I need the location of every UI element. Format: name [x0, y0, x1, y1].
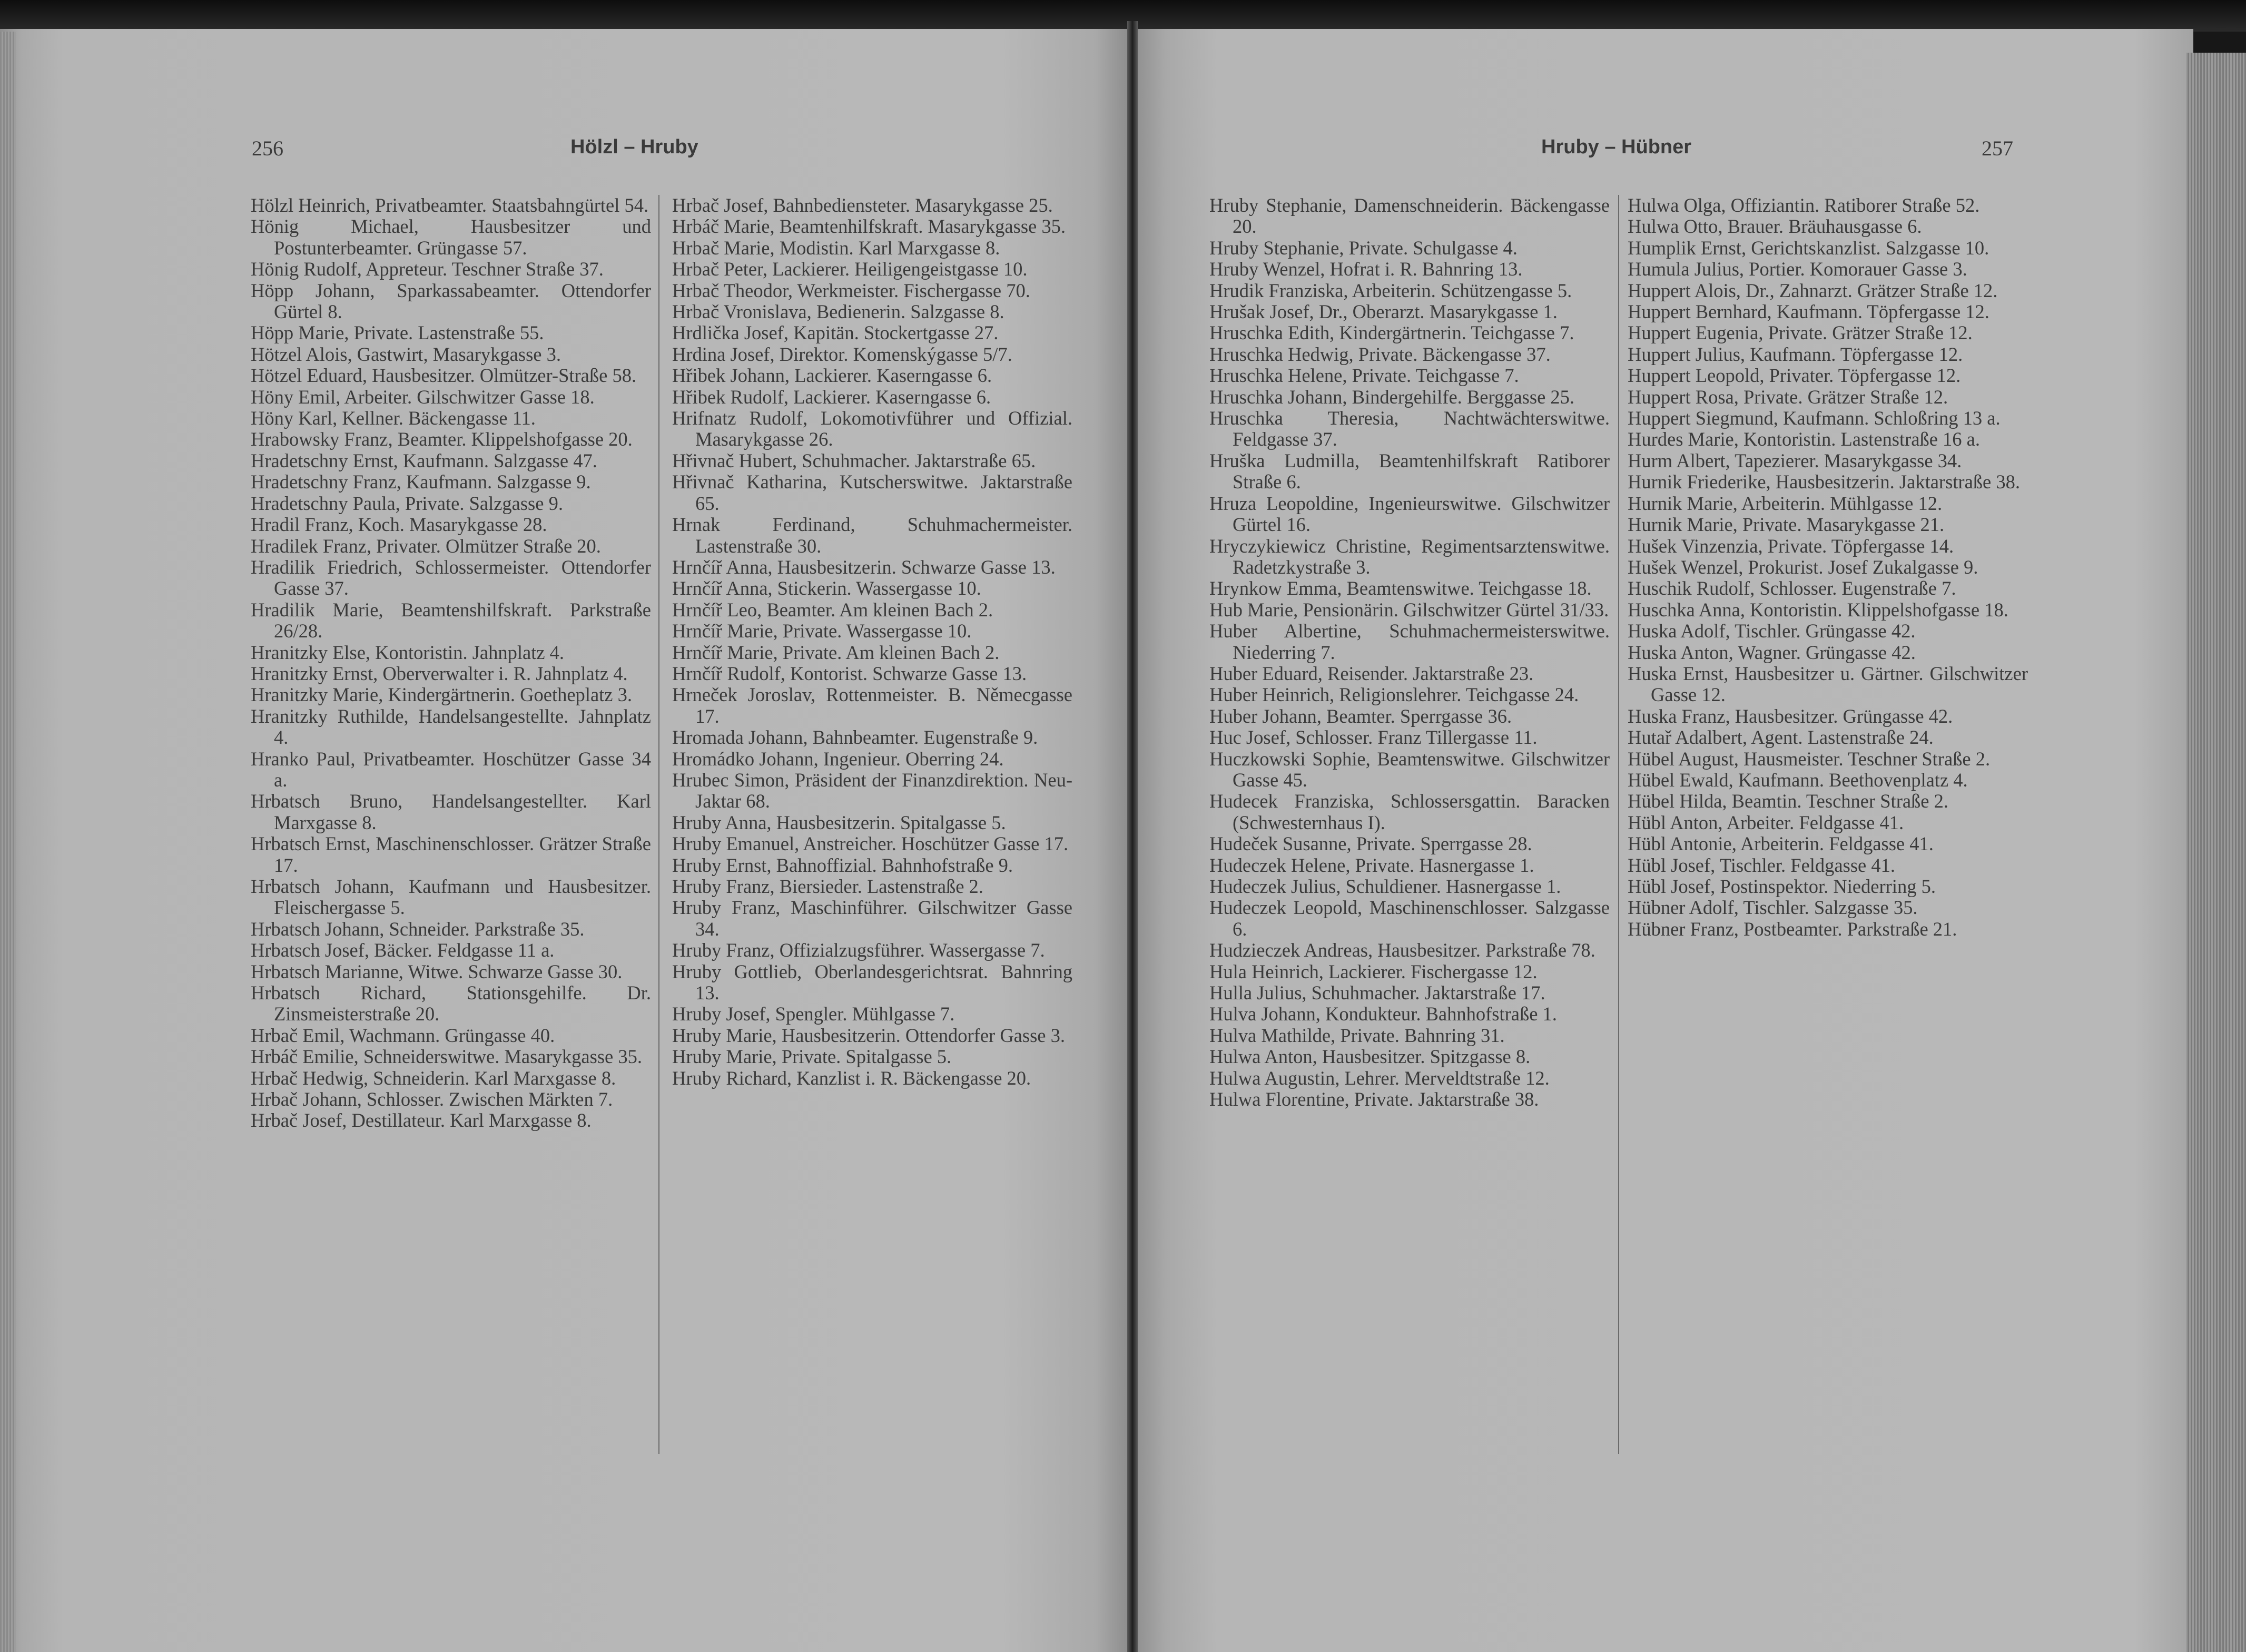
directory-entry: Hradetschny Paula, Private. Salzgasse 9.	[251, 492, 563, 514]
directory-entry: Huska Anton, Wagner. Grüngasse 42.	[1628, 641, 1916, 663]
directory-entry: Hruschka Edith, Kindergärtnerin. Teichgasse 7.	[1209, 322, 1574, 344]
directory-entry: Hönig Rudolf, Appreteur. Teschner Straße 37.	[251, 258, 604, 280]
directory-entry: Hruschka Helene, Private. Teichgasse 7.	[1209, 365, 1519, 387]
directory-entry: Huppert Alois, Dr., Zahnarzt. Grätzer Straße 12.	[1628, 279, 1998, 301]
book-top-edge	[0, 0, 2246, 32]
directory-entry: Hruby Ernst, Bahnoffizial. Bahnhofstraße 9.	[672, 854, 1013, 876]
directory-entry: Hötzel Alois, Gastwirt, Masarykgasse 3.	[251, 343, 561, 365]
directory-entry: Hřivnač Hubert, Schuhmacher. Jaktarstraße 65.	[672, 449, 1036, 471]
directory-entry: Huppert Bernhard, Kaufmann. Töpfergasse 12.	[1628, 301, 1989, 323]
directory-entry: Hruška Ludmilla, Beamtenhilfskraft Ratiborer Straße 6.	[1209, 449, 1610, 493]
directory-entry: Hruby Franz, Biersieder. Lastenstraße 2.	[672, 876, 983, 897]
directory-entry: Hrdlička Josef, Kapitän. Stockertgasse 27.	[672, 322, 999, 344]
directory-entry: Hudeček Susanne, Private. Sperrgasse 28.	[1209, 833, 1532, 855]
left-page-column-1	[251, 195, 651, 1132]
directory-entry: Hrbač Theodor, Werkmeister. Fischergasse 70.	[672, 279, 1030, 301]
directory-entry: Hrbač Josef, Destillateur. Karl Marxgasse 8.	[251, 1109, 592, 1132]
directory-entry: Hudeczek Helene, Private. Hasnergasse 1.	[1209, 854, 1534, 876]
directory-entry: Huppert Eugenia, Private. Grätzer Straße 12.	[1628, 322, 1973, 344]
directory-entry: Hrbatsch Richard, Stationsgehilfe. Dr. Zinsmeisterstraße 20.	[251, 982, 651, 1025]
directory-entry: Hübner Franz, Postbeamter. Parkstraße 21.	[1628, 918, 1957, 940]
directory-entry: Hurnik Marie, Arbeiterin. Mühlgasse 12.	[1628, 492, 1943, 514]
directory-entry: Hötzel Eduard, Hausbesitzer. Olmützer-Straße 58.	[251, 365, 637, 387]
directory-entry: Humula Julius, Portier. Komorauer Gasse 3.	[1628, 258, 1967, 280]
directory-entry: Huber Eduard, Reisender. Jaktarstraße 23.	[1209, 662, 1534, 684]
directory-entry: Hrbač Johann, Schlosser. Zwischen Märkten 7.	[251, 1088, 613, 1110]
directory-entry: Hrnčíř Marie, Private. Wassergasse 10.	[672, 620, 972, 642]
directory-entry: Hübner Adolf, Tischler. Salzgasse 35.	[1628, 897, 1918, 919]
directory-entry: Hrnčíř Leo, Beamter. Am kleinen Bach 2.	[672, 598, 993, 621]
directory-entry: Hruby Emanuel, Anstreicher. Hoschützer Gasse 17.	[672, 833, 1069, 855]
directory-entry: Hrbatsch Johann, Kaufmann und Hausbesitzer. Fleischergasse 5.	[251, 876, 651, 919]
directory-entry: Huppert Julius, Kaufmann. Töpfergasse 12.	[1628, 343, 1963, 365]
directory-entry: Hruby Wenzel, Hofrat i. R. Bahnring 13.	[1209, 258, 1523, 280]
directory-entry: Hrynkow Emma, Beamtenswitwe. Teichgasse 18.	[1209, 577, 1592, 599]
directory-entry: Hübl Josef, Postinspektor. Niederring 5.	[1628, 876, 1936, 897]
directory-entry: Hruby Josef, Spengler. Mühlgasse 7.	[672, 1003, 955, 1025]
directory-entry: Hrnčíř Rudolf, Kontorist. Schwarze Gasse 13.	[672, 662, 1027, 684]
directory-entry: Hradetschny Ernst, Kaufmann. Salzgasse 47.	[251, 449, 597, 471]
directory-entry: Hruby Stephanie, Private. Schulgasse 4.	[1209, 237, 1518, 259]
directory-entry: Hranitzky Marie, Kindergärtnerin. Goetheplatz 3.	[251, 684, 632, 706]
directory-entry: Hrnčíř Anna, Hausbesitzerin. Schwarze Gasse 13.	[672, 556, 1056, 578]
book-spine	[1127, 21, 1138, 1652]
directory-entry: Huschik Rudolf, Schlosser. Eugenstraße 7.	[1628, 577, 1956, 599]
directory-entry: Hruby Marie, Hausbesitzerin. Ottendorfer Gasse 3.	[672, 1024, 1065, 1046]
directory-entry: Hrnčíř Marie, Private. Am kleinen Bach 2.	[672, 641, 1000, 663]
directory-entry: Hruza Leopoldine, Ingenieurswitwe. Gilschwitzer Gürtel 16.	[1209, 492, 1610, 536]
directory-entry: Hulwa Florentine, Private. Jaktarstraße 38.	[1209, 1088, 1539, 1110]
directory-entry: Hřibek Johann, Lackierer. Kaserngasse 6.	[672, 365, 992, 387]
directory-entry: Hryczykiewicz Christine, Regimentsarztenswitwe. Radetzkystraße 3.	[1209, 535, 1610, 578]
directory-entry: Hruschka Hedwig, Private. Bäckengasse 37.	[1209, 343, 1551, 365]
directory-entry: Huber Johann, Beamter. Sperrgasse 36.	[1209, 705, 1512, 727]
directory-entry: Hrdina Josef, Direktor. Komenskýgasse 5/7.	[672, 343, 1012, 365]
directory-entry: Hruby Anna, Hausbesitzerin. Spitalgasse 5.	[672, 811, 1006, 833]
directory-entry: Hulwa Augustin, Lehrer. Merveldtstraße 12.	[1209, 1067, 1550, 1089]
directory-entry: Hübl Antonie, Arbeiterin. Feldgasse 41.	[1628, 833, 1934, 855]
directory-entry: Hruby Franz, Maschinführer. Gilschwitzer Gasse 34.	[672, 897, 1072, 940]
directory-entry: Hrbač Josef, Bahnbediensteter. Masarykgasse 25.	[672, 194, 1053, 216]
directory-entry: Hradetschny Franz, Kaufmann. Salzgasse 9.	[251, 471, 591, 493]
directory-entry: Hulwa Anton, Hausbesitzer. Spitzgasse 8.	[1209, 1046, 1531, 1068]
directory-entry: Huppert Rosa, Private. Grätzer Straße 12.	[1628, 386, 1948, 408]
directory-entry: Hurm Albert, Tapezierer. Masarykgasse 34.	[1628, 449, 1962, 471]
directory-entry: Hranko Paul, Privatbeamter. Hoschützer Gasse 34 a.	[251, 748, 651, 791]
directory-entry: Höny Emil, Arbeiter. Gilschwitzer Gasse 18.	[251, 386, 595, 408]
directory-entry: Hübel Hilda, Beamtin. Teschner Straße 2.	[1628, 790, 1949, 812]
directory-entry: Hrbač Hedwig, Schneiderin. Karl Marxgasse 8.	[251, 1067, 616, 1089]
directory-entry: Höny Karl, Kellner. Bäckengasse 11.	[251, 407, 536, 429]
directory-entry: Hrudik Franziska, Arbeiterin. Schützengasse 5.	[1209, 279, 1572, 301]
right-page-number: 257	[1982, 136, 2013, 160]
directory-entry: Hřivnač Katharina, Kutscherswitwe. Jaktarstraße 65.	[672, 471, 1072, 514]
directory-entry: Hruby Richard, Kanzlist i. R. Bäckengasse 20.	[672, 1067, 1031, 1089]
directory-entry: Huska Franz, Hausbesitzer. Grüngasse 42.	[1628, 705, 1953, 727]
directory-entry: Hrušak Josef, Dr., Oberarzt. Masarykgasse 1.	[1209, 301, 1558, 323]
directory-entry: Hurdes Marie, Kontoristin. Lastenstraße 16 a.	[1628, 428, 1980, 450]
directory-entry: Hutař Adalbert, Agent. Lastenstraße 24.	[1628, 726, 1934, 749]
directory-entry: Huppert Siegmund, Kaufmann. Schloßring 13 a.	[1628, 407, 2001, 429]
directory-entry: Huska Adolf, Tischler. Grüngasse 42.	[1628, 620, 1916, 642]
directory-entry: Hudzieczek Andreas, Hausbesitzer. Parkstraße 78.	[1209, 939, 1595, 961]
directory-entry: Hurnik Friederike, Hausbesitzerin. Jaktarstraße 38.	[1628, 471, 2020, 493]
directory-entry: Hruschka Johann, Bindergehilfe. Berggasse 25.	[1209, 386, 1575, 408]
directory-entry: Höpp Johann, Sparkassabeamter. Ottendorfer Gürtel 8.	[251, 279, 651, 323]
directory-entry: Hruby Gottlieb, Oberlandesgerichtsrat. Bahnring 13.	[672, 960, 1072, 1004]
directory-entry: Hruby Marie, Private. Spitalgasse 5.	[672, 1046, 952, 1068]
directory-entry: Hrneček Joroslav, Rottenmeister. B. Němecgasse 17.	[672, 684, 1072, 727]
left-running-head: Hölzl – Hruby	[570, 136, 698, 158]
directory-entry: Huschka Anna, Kontoristin. Klippelshofgasse 18.	[1628, 598, 2008, 621]
directory-entry: Hrnčíř Anna, Stickerin. Wassergasse 10.	[672, 577, 981, 599]
column-divider	[658, 195, 659, 1454]
directory-entry: Hradilik Friedrich, Schlossermeister. Ottendorfer Gasse 37.	[251, 556, 651, 599]
directory-entry: Hudecek Franziska, Schlossersgattin. Baracken (Schwesternhaus I).	[1209, 790, 1610, 833]
left-page-number: 256	[252, 136, 283, 160]
directory-entry: Hulva Johann, Kondukteur. Bahnhofstraße 1.	[1209, 1003, 1557, 1025]
directory-entry: Hromada Johann, Bahnbeamter. Eugenstraße 9.	[672, 726, 1038, 749]
directory-entry: Hulva Mathilde, Private. Bahnring 31.	[1209, 1024, 1505, 1046]
directory-entry: Hudeczek Julius, Schuldiener. Hasnergasse 1.	[1209, 876, 1561, 897]
directory-entry: Hrbatsch Marianne, Witwe. Schwarze Gasse 30.	[251, 960, 623, 982]
directory-entry: Hulwa Otto, Brauer. Bräuhausgasse 6.	[1628, 215, 1922, 238]
directory-entry: Hušek Wenzel, Prokurist. Josef Zukalgasse 9.	[1628, 556, 1978, 578]
directory-entry: Hrbatsch Bruno, Handelsangestellter. Karl Marxgasse 8.	[251, 790, 651, 833]
left-page-column-2	[672, 195, 1072, 1089]
right-page-column-2	[1628, 195, 2028, 940]
directory-entry: Hrabowsky Franz, Beamter. Klippelshofgasse 20.	[251, 428, 633, 450]
directory-entry: Hradilik Marie, Beamtenshilfskraft. Parkstraße 26/28.	[251, 598, 651, 642]
directory-entry: Huc Josef, Schlosser. Franz Tillergasse 11.	[1209, 726, 1538, 749]
directory-entry: Hruby Franz, Offizialzugsführer. Wassergasse 7.	[672, 939, 1045, 961]
directory-entry: Hrbač Vronislava, Bedienerin. Salzgasse 8.	[672, 301, 1004, 323]
right-page-stack	[2186, 53, 2246, 1652]
directory-entry: Huppert Leopold, Privater. Töpfergasse 12.	[1628, 365, 1961, 387]
directory-entry: Hrifnatz Rudolf, Lokomotivführer und Offizial. Masarykgasse 26.	[672, 407, 1072, 450]
directory-entry: Hrbáč Emilie, Schneiderswitwe. Masarykgasse 35.	[251, 1046, 642, 1068]
right-page-column-1	[1209, 195, 1610, 1110]
directory-entry: Hulla Julius, Schuhmacher. Jaktarstraße 17.	[1209, 982, 1545, 1004]
directory-entry: Hurnik Marie, Private. Masarykgasse 21.	[1628, 514, 1945, 536]
directory-entry: Hřibek Rudolf, Lackierer. Kaserngasse 6.	[672, 386, 991, 408]
directory-entry: Hrbač Marie, Modistin. Karl Marxgasse 8.	[672, 237, 1000, 259]
directory-entry: Hula Heinrich, Lackierer. Fischergasse 12.	[1209, 960, 1538, 982]
directory-entry: Hölzl Heinrich, Privatbeamter. Staatsbahngürtel 54.	[251, 194, 649, 216]
directory-entry: Hromádko Johann, Ingenieur. Oberring 24.	[672, 748, 1004, 770]
directory-entry: Hübel August, Hausmeister. Teschner Straße 2.	[1628, 748, 1991, 770]
left-page-stack	[0, 32, 16, 1652]
directory-entry: Hranitzky Ernst, Oberverwalter i. R. Jahnplatz 4.	[251, 662, 628, 684]
directory-entry: Hranitzky Ruthilde, Handelsangestellte. Jahnplatz 4.	[251, 705, 651, 749]
column-divider	[1618, 195, 1619, 1454]
directory-entry: Hub Marie, Pensionärin. Gilschwitzer Gürtel 31/33.	[1209, 598, 1609, 621]
right-running-head: Hruby – Hübner	[1541, 136, 1692, 158]
directory-entry: Huber Heinrich, Religionslehrer. Teichgasse 24.	[1209, 684, 1579, 706]
directory-entry: Hradilek Franz, Privater. Olmützer Straße 20.	[251, 535, 601, 557]
directory-entry: Hruby Stephanie, Damenschneiderin. Bäckengasse 20.	[1209, 194, 1610, 238]
directory-entry: Hrubec Simon, Präsident der Finanzdirektion. Neu-Jaktar 68.	[672, 769, 1072, 812]
directory-entry: Hruschka Theresia, Nachtwächterswitwe. Feldgasse 37.	[1209, 407, 1610, 450]
directory-entry: Hönig Michael, Hausbesitzer und Postunterbeamter. Grüngasse 57.	[251, 215, 651, 259]
directory-entry: Hudeczek Leopold, Maschinenschlosser. Salzgasse 6.	[1209, 897, 1610, 940]
directory-entry: Hrbatsch Ernst, Maschinenschlosser. Grätzer Straße 17.	[251, 833, 651, 876]
directory-entry: Huber Albertine, Schuhmachermeisterswitwe. Niederring 7.	[1209, 620, 1610, 663]
directory-entry: Hradil Franz, Koch. Masarykgasse 28.	[251, 514, 547, 536]
directory-entry: Hrnak Ferdinand, Schuhmachermeister. Lastenstraße 30.	[672, 514, 1072, 557]
directory-entry: Hrbatsch Josef, Bäcker. Feldgasse 11 a.	[251, 939, 555, 961]
directory-entry: Hrbač Peter, Lackierer. Heiligengeistgasse 10.	[672, 258, 1028, 280]
directory-entry: Hrbatsch Johann, Schneider. Parkstraße 35.	[251, 918, 585, 940]
directory-entry: Hrbač Emil, Wachmann. Grüngasse 40.	[251, 1024, 555, 1046]
directory-entry: Hübl Josef, Tischler. Feldgasse 41.	[1628, 854, 1895, 876]
directory-entry: Huczkowski Sophie, Beamtenswitwe. Gilschwitzer Gasse 45.	[1209, 748, 1610, 791]
directory-entry: Hübl Anton, Arbeiter. Feldgasse 41.	[1628, 811, 1904, 833]
directory-entry: Hušek Vinzenzia, Private. Töpfergasse 14.	[1628, 535, 1954, 557]
directory-entry: Huska Ernst, Hausbesitzer u. Gärtner. Gilschwitzer Gasse 12.	[1628, 662, 2028, 706]
directory-entry: Hrbáč Marie, Beamtenhilfskraft. Masarykgasse 35.	[672, 215, 1066, 238]
directory-entry: Hulwa Olga, Offiziantin. Ratiborer Straße 52.	[1628, 194, 1980, 216]
directory-entry: Hübel Ewald, Kaufmann. Beethovenplatz 4.	[1628, 769, 1968, 791]
directory-entry: Hranitzky Else, Kontoristin. Jahnplatz 4.	[251, 641, 565, 663]
directory-entry: Höpp Marie, Private. Lastenstraße 55.	[251, 322, 544, 344]
directory-entry: Humplik Ernst, Gerichtskanzlist. Salzgasse 10.	[1628, 237, 1989, 259]
